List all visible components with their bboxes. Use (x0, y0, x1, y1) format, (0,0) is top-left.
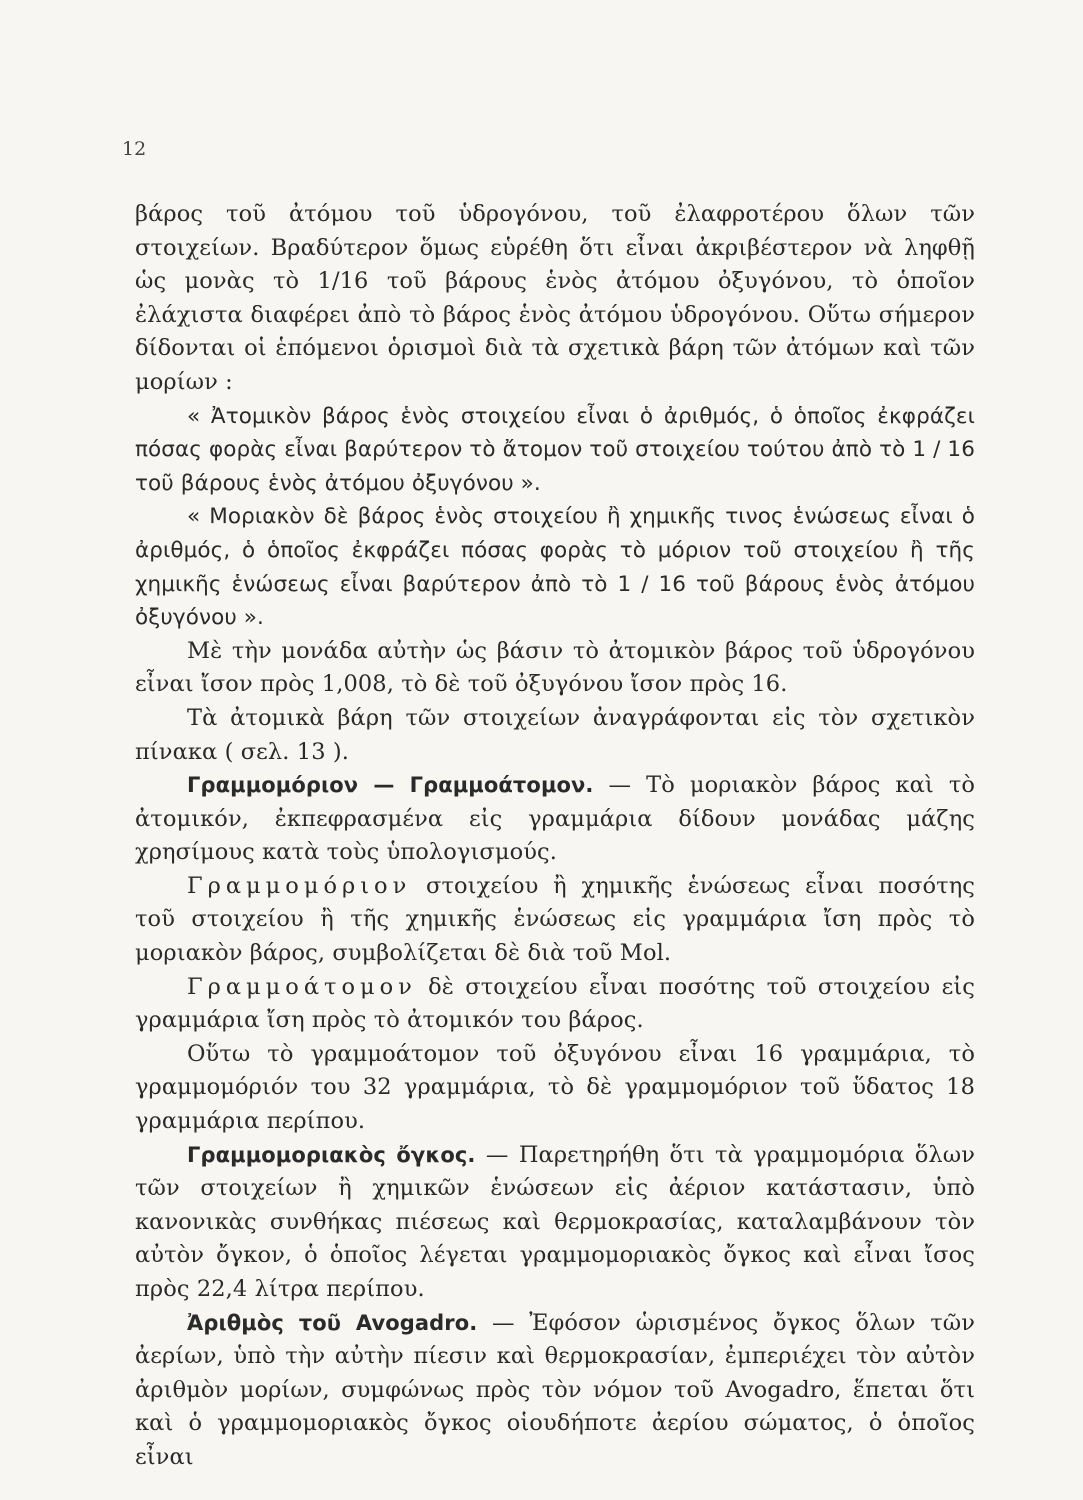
paragraph-molecular-weight-definition (135, 500, 975, 634)
section-heading: Γραμμομόριον — Γραμμοάτομον. (187, 773, 594, 798)
paragraph-text: « Μοριακὸν δὲ βάρος ἑνὸς στοιχείου ἢ χημικῆς τινος ἑνώσεως εἶναι ὁ ἀριθμός, ὁ ὁποῖος ἐκφράζει πόσας φορὰς τὸ μόριον τοῦ στοιχείου ἢ τῆς χημικῆς ἑνώσεως εἶναι βαρύτερον ἀπὸ τὸ 1 / 16 τοῦ βάρους ἑνὸς ἀτόμου ὀξυγόνου ». (135, 504, 975, 631)
paragraph-text: Μὲ τὴν μονάδα αὐτὴν ὡς βάσιν τὸ ἀτομικὸν βάρος τοῦ ὑδρογόνου εἶναι ἴσον πρὸς 1,008, τὸ δὲ τοῦ ὀξυγόνου ἴσον πρὸς 16. (135, 637, 975, 698)
page-number: 12 (122, 138, 147, 160)
paragraph-text: βάρος τοῦ ἀτόμου τοῦ ὑδρογόνου, τοῦ ἐλαφροτέρου ὅλων τῶν στοιχείων. Βραδύτερον ὅμως εὑρέθη ὅτι εἶναι ἀκριβέστερον νὰ ληφθῇ ὡς μονὰς τὸ 1/16 τοῦ βάρους ἑνὸς ἀτόμου ὀξυγόνου, τὸ ὁποῖον ἐλάχιστα διαφέρει ἀπὸ τὸ βάρος ἑνὸς ἀτόμου ὑδρογόνου. Οὕτω σήμερον δίδονται οἱ ἑπόμενοι ὁρισμοὶ διὰ τὰ σχετικὰ βάρη τῶν ἀτόμων καὶ τῶν μορίων : (135, 201, 975, 395)
spaced-term: Γραμμοάτομον (187, 973, 417, 1000)
paragraph-gram-molecule-definition (135, 870, 975, 971)
paragraph-hydrogen-oxygen-values (135, 635, 975, 702)
body-text (135, 198, 975, 1475)
paragraph-gram-molecule-section (135, 769, 975, 870)
paragraph-table-reference (135, 702, 975, 769)
paragraph-text: δὲ στοιχείου εἶναι ποσότης τοῦ στοιχείου εἰς γραμμάρια ἴση πρὸς τὸ ἀτομικόν του βάρος. (135, 973, 975, 1034)
section-heading: Ἀριθμὸς τοῦ Avogadro. (187, 1310, 478, 1335)
paragraph-molar-volume-section (135, 1139, 975, 1307)
paragraph-text: « Ἀτομικὸν βάρος ἑνὸς στοιχείου εἶναι ὁ ἀριθμός, ὁ ὁποῖος ἐκφράζει πόσας φορὰς εἶναι βαρύτερον τὸ ἄτομον τοῦ στοιχείου τούτου ἀπὸ τὸ 1 / 16 τοῦ βάρους ἑνὸς ἀτόμου ὀξυγόνου ». (135, 403, 975, 496)
paragraph-avogadro-section (135, 1307, 975, 1475)
section-heading: Γραμμομοριακὸς ὄγκος. (187, 1142, 476, 1167)
paragraph-text: Τὰ ἀτομικὰ βάρη τῶν στοιχείων ἀναγράφονται εἰς τὸν σχετικὸν πίνακα ( σελ. 13 ). (135, 704, 975, 765)
paragraph-text: στοιχείου ἢ χημικῆς ἑνώσεως εἶναι ποσότης τοῦ στοιχείου ἢ τῆς χημικῆς ἑνώσεως εἰς γραμμάρια ἴση πρὸς τὸ μοριακὸν βάρος, συμβολίζεται δὲ διὰ τοῦ Mol. (135, 872, 975, 967)
paragraph-text: — Τὸ μοριακὸν βάρος καὶ τὸ ἀτομικόν, ἐκπεφρασμένα εἰς γραμμάρια δίδουν μονάδας μάζης χρησίμους κατὰ τοὺς ὑπολογισμούς. (135, 772, 976, 866)
paragraph-gram-atom-definition (135, 971, 975, 1038)
paragraph-text: — Παρετηρήθη ὅτι τὰ γραμμομόρια ὅλων τῶν στοιχείων ἢ χημικῶν ἑνώσεων εἰς ἀέριον κατάστασιν, ὑπὸ κανονικὰς συνθήκας πιέσεως καὶ θερμοκρασίας, καταλαμβάνουν τὸν αὐτὸν ὄγκον, ὁ ὁποῖος λέγεται γραμμομοριακὸς ὄγκος καὶ εἶναι ἴσος πρὸς 22,4 λίτρα περίπου. (135, 1141, 975, 1302)
paragraph-oxygen-water-example (135, 1038, 975, 1139)
paragraph-text: Οὕτω τὸ γραμμοάτομον τοῦ ὀξυγόνου εἶναι 16 γραμμάρια, τὸ γραμμομόριόν του 32 γραμμάρια, τὸ δὲ γραμμομόριον τοῦ ὕδατος 18 γραμμάρια περίπου. (135, 1040, 975, 1135)
paragraph-text: — Ἐφόσον ὡρισμένος ὄγκος ὅλων τῶν ἀερίων, ὑπὸ τὴν αὐτὴν πίεσιν καὶ θερμοκρασίαν, ἐμπεριέχει τὸν αὐτὸν ἀριθμὸν μορίων, συμφώνως πρὸς τὸν νόμον τοῦ Avogadro, ἕπεται ὅτι καὶ ὁ γραμμομοριακὸς ὄγκος οἱουδήποτε ἀερίου σώματος, ὁ ὁποῖος εἶναι (135, 1309, 975, 1470)
spaced-term: Γραμμομόριον (187, 872, 412, 899)
paragraph-atomic-weight-definition (135, 400, 975, 501)
paragraph-atomic-weight-intro (135, 198, 975, 400)
